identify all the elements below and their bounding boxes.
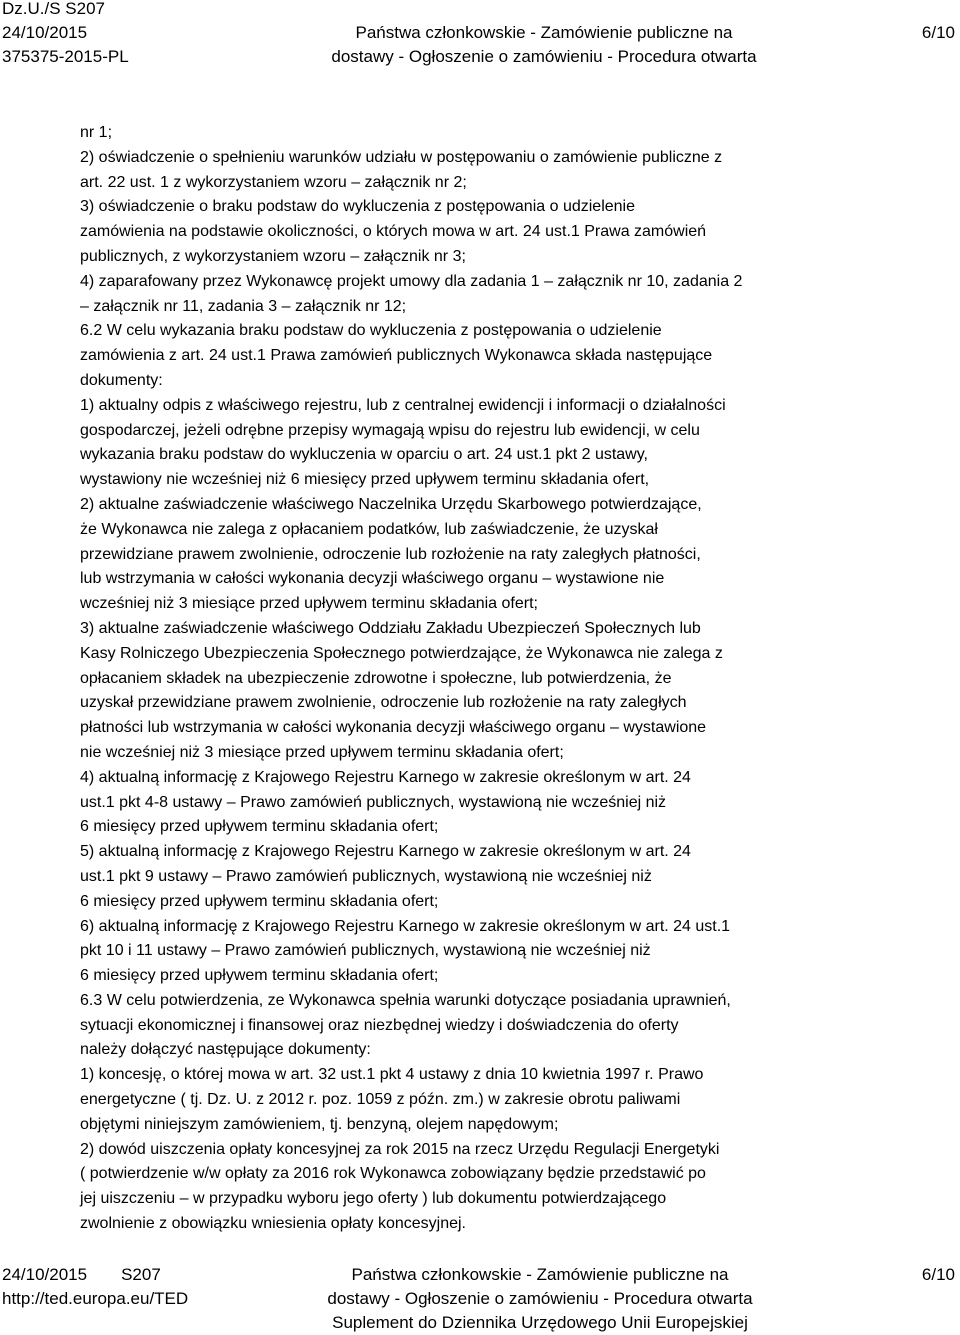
body-text-line: pkt 10 i 11 ustawy – Prawo zamówień publicznych, wystawioną nie wcześniej niż [80,942,651,960]
body-text-line: nie wcześniej niż 3 miesiące przed upływem terminu składania ofert; [80,743,564,761]
body-text-line: należy dołączyć następujące dokumenty: [80,1041,371,1059]
footer-title [310,1263,770,1335]
body-text-line: 6) aktualną informację z Krajowego Rejestru Karnego w zakresie określonym w art. 24 ust.1 [80,917,731,935]
body-text-line: zamówienia z art. 24 ust.1 Prawa zamówień publicznych Wykonawca składa następujące [80,347,713,365]
body-text-line: 2) dowód uiszczenia opłaty koncesyjnej za rok 2015 na rzecz Urzędu Regulacji Energetyki [80,1140,720,1158]
body-text-line: opłacaniem składek na ubezpieczenie zdrowotne i społeczne, lub potwierdzenia, że [80,669,672,687]
body-text-line: jej uiszczeniu – w przypadku wyboru jego oferty ) lub dokumentu potwierdzającego [80,1190,667,1208]
body-text-line: energetyczne ( tj. Dz. U. z 2012 r. poz. 1059 z późn. zm.) w zakresie obrotu paliwami [80,1091,681,1109]
footer-title-line-3: Suplement do Dziennika Urzędowego Unii Europejskiej [332,1313,748,1332]
body-text-line: 6 miesięcy przed upływem terminu składania ofert; [80,818,439,836]
body-text-line: Kasy Rolniczego Ubezpieczenia Społecznego potwierdzające, że Wykonawca nie zalega z [80,644,723,662]
body-text-line: gospodarczej, jeżeli odrębne przepisy wymagają wpisu do rejestru lub ewidencji, w celu [80,421,700,439]
footer-date: 24/10/2015 [2,1265,88,1284]
body-text-line: 6.3 W celu potwierdzenia, ze Wykonawca spełnia warunki dotyczące posiadania uprawnień, [80,991,731,1009]
body-text-line: nr 1; [80,124,113,141]
body-text-line: 2) oświadczenie o spełnieniu warunków udziału w postępowaniu o zamówienie publiczne z [80,148,723,166]
footer-title-line-1: Państwa członkowskie - Zamówienie publiczne na [351,1265,729,1284]
body-text-line: 6 miesięcy przed upływem terminu składania ofert; [80,892,439,910]
body-text-line: publicznych, z wykorzystaniem wzoru – załącznik nr 3; [80,247,466,265]
body-text-line: objętymi niniejszym zamówieniem, tj. benzyną, olejem napędowym; [80,1115,559,1133]
footer-left [2,1263,188,1311]
footer-date-issue [2,1263,188,1287]
document-body [80,121,840,1237]
body-text-line: – załącznik nr 11, zadania 3 – załącznik nr 12; [80,297,407,315]
body-text-line: ust.1 pkt 4-8 ustawy – Prawo zamówień publicznych, wystawioną nie wcześniej niż [80,793,667,811]
header-page-number: 6/10 [921,23,955,42]
body-text-line: 5) aktualną informację z Krajowego Rejestru Karnego w zakresie określonym w art. 24 [80,843,691,861]
body-text-line: 4) aktualną informację z Krajowego Rejestru Karnego w zakresie określonym w art. 24 [80,768,691,786]
journal-reference: Dz.U./S S207 [2,0,105,18]
body-text-line: 1) koncesję, o której mowa w art. 32 ust.1 pkt 4 ustawy z dnia 10 kwietnia 1997 r. Prawo [80,1066,704,1084]
body-text-line: 2) aktualne zaświadczenie właściwego Naczelnika Urzędu Skarbowego potwierdzające, [80,495,702,513]
body-text-line: ( potwierdzenie w/w opłaty za 2016 rok Wykonawca zobowiązany będzie przedstawić po [80,1165,706,1183]
body-text-line: wcześniej niż 3 miesiące przed upływem terminu składania ofert; [80,595,538,613]
body-text-line: lub wstrzymania w całości wykonania decyzji właściwego organu – wystawione nie [80,570,665,588]
footer-url: http://ted.europa.eu/TED [2,1289,189,1308]
header-title [324,21,764,69]
body-text-line: 3) oświadczenie o braku podstaw do wykluczenia z postępowania o udzielenie [80,198,635,216]
body-text-line: płatności lub wstrzymania w całości wykonania decyzji właściwego organu – wystawione [80,719,707,737]
body-text-line: zamówienia na podstawie okoliczności, o których mowa w art. 24 ust.1 Prawa zamówień [80,223,707,241]
body-text-line: uzyskał przewidziane prawem zwolnienie, odroczenie lub rozłożenie na raty zaległych [80,694,687,712]
body-text-line: wystawiony nie wcześniej niż 6 miesięcy przed upływem terminu składania ofert, [80,471,650,489]
body-text-line: przewidziane prawem zwolnienie, odroczenie lub rozłożenie na raty zaległych płatności, [80,545,701,563]
body-text-line: zwolnienie z obowiązku wniesienia opłaty koncesyjnej. [80,1215,466,1233]
footer-title-line-2: dostawy - Ogłoszenie o zamówieniu - Procedura otwarta [327,1289,753,1308]
footer-page-number: 6/10 [921,1265,955,1284]
body-text-line: 3) aktualne zaświadczenie właściwego Oddziału Zakładu Ubezpieczeń Społecznych lub [80,619,701,637]
notice-number: 375375-2015-PL [2,47,129,66]
header-left [2,0,129,69]
header-date: 24/10/2015 [2,23,88,42]
body-text-line: sytuacji ekonomicznej i finansowej oraz niezbędnej wiedzy i doświadczenia do oferty [80,1016,679,1034]
body-text-line: dokumenty: [80,371,163,389]
body-text-line: ust.1 pkt 9 ustawy – Prawo zamówień publicznych, wystawioną nie wcześniej niż [80,867,652,885]
header-title-line-2: dostawy - Ogłoszenie o zamówieniu - Procedura otwarta [331,47,757,66]
body-text-line: 6 miesięcy przed upływem terminu składania ofert; [80,967,439,985]
header-title-line-1: Państwa członkowskie - Zamówienie publiczne na [355,23,733,42]
body-text-line: 4) zaparafowany przez Wykonawcę projekt umowy dla zadania 1 – załącznik nr 10, zadania 2 [80,272,743,290]
footer-issue: S207 [121,1265,161,1284]
body-text-line: 6.2 W celu wykazania braku podstaw do wykluczenia z postępowania o udzielenie [80,322,662,340]
body-text-line: że Wykonawca nie zalega z opłacaniem podatków, lub zaświadczenie, że uzyskał [80,520,658,538]
body-text-line: wykazania braku podstaw do wykluczenia w oparciu o art. 24 ust.1 pkt 2 ustawy, [80,446,648,464]
body-text-line: art. 22 ust. 1 z wykorzystaniem wzoru – załącznik nr 2; [80,173,467,191]
body-text-line: 1) aktualny odpis z właściwego rejestru, lub z centralnej ewidencji i informacji o działalności [80,396,726,414]
